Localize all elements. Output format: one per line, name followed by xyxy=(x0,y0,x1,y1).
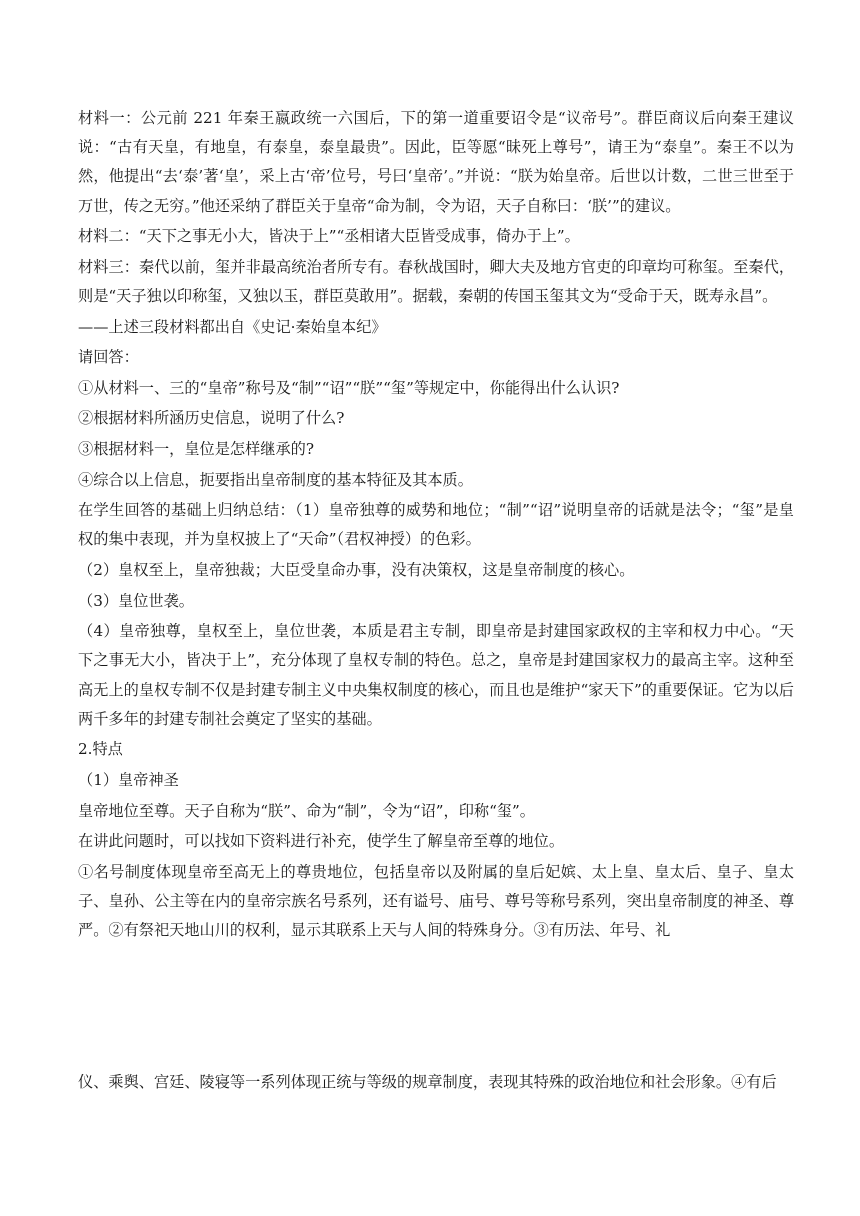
material-three: 材料三：秦代以前，玺并非最高统治者所专有。春秋战国时，卿大夫及地方官吏的印章均可称玺。至秦代，则是“天子独以印称玺，又独以玉，群臣莫敢用”。据载，秦朝的传国玉玺其文为“受命于天，既寿永昌”。 xyxy=(78,257,794,305)
summary-4: （4）皇帝独尊，皇权至上，皇位世袭，本质是君主专制，即皇帝是封建国家政权的主宰和权力中心。“天下之事无大小，皆决于上”，充分体现了皇权专制的特色。总之，皇帝是封建国家权力的最高主宰。这种至高无上的皇权专制不仅是封建专制主义中央集权制度的核心，而且也是维护“家天下”的重要保证。它为以后两千多年的封建专制社会奠定了坚实的基础。 xyxy=(78,622,794,728)
next-page-continuation xyxy=(78,1068,794,1099)
question-3: ③根据材料一，皇位是怎样继承的? xyxy=(78,439,314,458)
subsection-heading: （1）皇帝神圣 xyxy=(78,770,179,789)
material-one: 材料一：公元前 221 年秦王嬴政统一六国后，下的第一道重要诏令是“议帝号”。群臣商议后向秦王建议说：“古有天皇，有地皇，有泰皇，泰皇最贵”。因此，臣等愿“昧死上尊号”，请王为“泰皇”。秦王不以为然，他提出“去‘泰’著‘皇’，采上古‘帝’位号，号曰‘皇帝’。”并说：“朕为始皇帝。后世以计数，二世三世至于万世，传之无穷。”他还采纳了群臣关于皇帝“命为制，令为诏，天子自称曰：‘朕’”的建议。 xyxy=(78,109,794,215)
question-4: ④综合以上信息，扼要指出皇帝制度的基本特征及其本质。 xyxy=(78,470,473,489)
source-note: ——上述三段材料都出自《史记·秦始皇本纪》 xyxy=(78,317,387,336)
summary-3: （3）皇位世袭。 xyxy=(78,591,194,610)
question-1: ①从材料一、三的“皇帝”称号及“制”“诏”“朕”“玺”等规定中，你能得出什么认识? xyxy=(78,378,620,397)
summary-2: （2）皇权至上，皇帝独裁；大臣受皇命办事，没有决策权，这是皇帝制度的核心。 xyxy=(78,560,635,579)
summary-1: 在学生回答的基础上归纳总结：（1）皇帝独尊的威势和地位；“制”“诏”说明皇帝的话就是法令；“玺”是皇权的集中表现，并为皇权披上了“天命”（君权神授）的色彩。 xyxy=(78,501,794,549)
material-two: 材料二：“天下之事无小大，皆决于上”“丞相诸大臣皆受成事，倚办于上”。 xyxy=(78,227,580,246)
document-body xyxy=(78,104,794,947)
emperor-status: 皇帝地位至尊。天子自称为“朕”、命为“制”，令为“诏”，印称“玺”。 xyxy=(78,801,535,820)
teaching-note: 在讲此问题时，可以找如下资料进行补充，使学生了解皇帝至尊的地位。 xyxy=(78,832,564,851)
question-heading: 请回答： xyxy=(78,348,139,367)
section-heading: 2.特点 xyxy=(78,740,123,759)
naming-system: ①名号制度体现皇帝至高无上的尊贵地位，包括皇帝以及附属的皇后妃嫔、太上皇、皇太后、皇子、皇太子、皇孙、公主等在内的皇帝宗族名号系列，还有谥号、庙号、尊号等称号系列，突出皇帝制度的神圣、尊严。②有祭祀天地山川的权利，显示其联系上天与人间的特殊身分。③有历法、年号、礼 xyxy=(78,862,794,940)
question-2: ②根据材料所涵历史信息，说明了什么? xyxy=(78,409,345,428)
continuation-line: 仪、乘舆、宫廷、陵寝等一系列体现正统与等级的规章制度，表现其特殊的政治地位和社会形象。④有后 xyxy=(78,1073,777,1091)
